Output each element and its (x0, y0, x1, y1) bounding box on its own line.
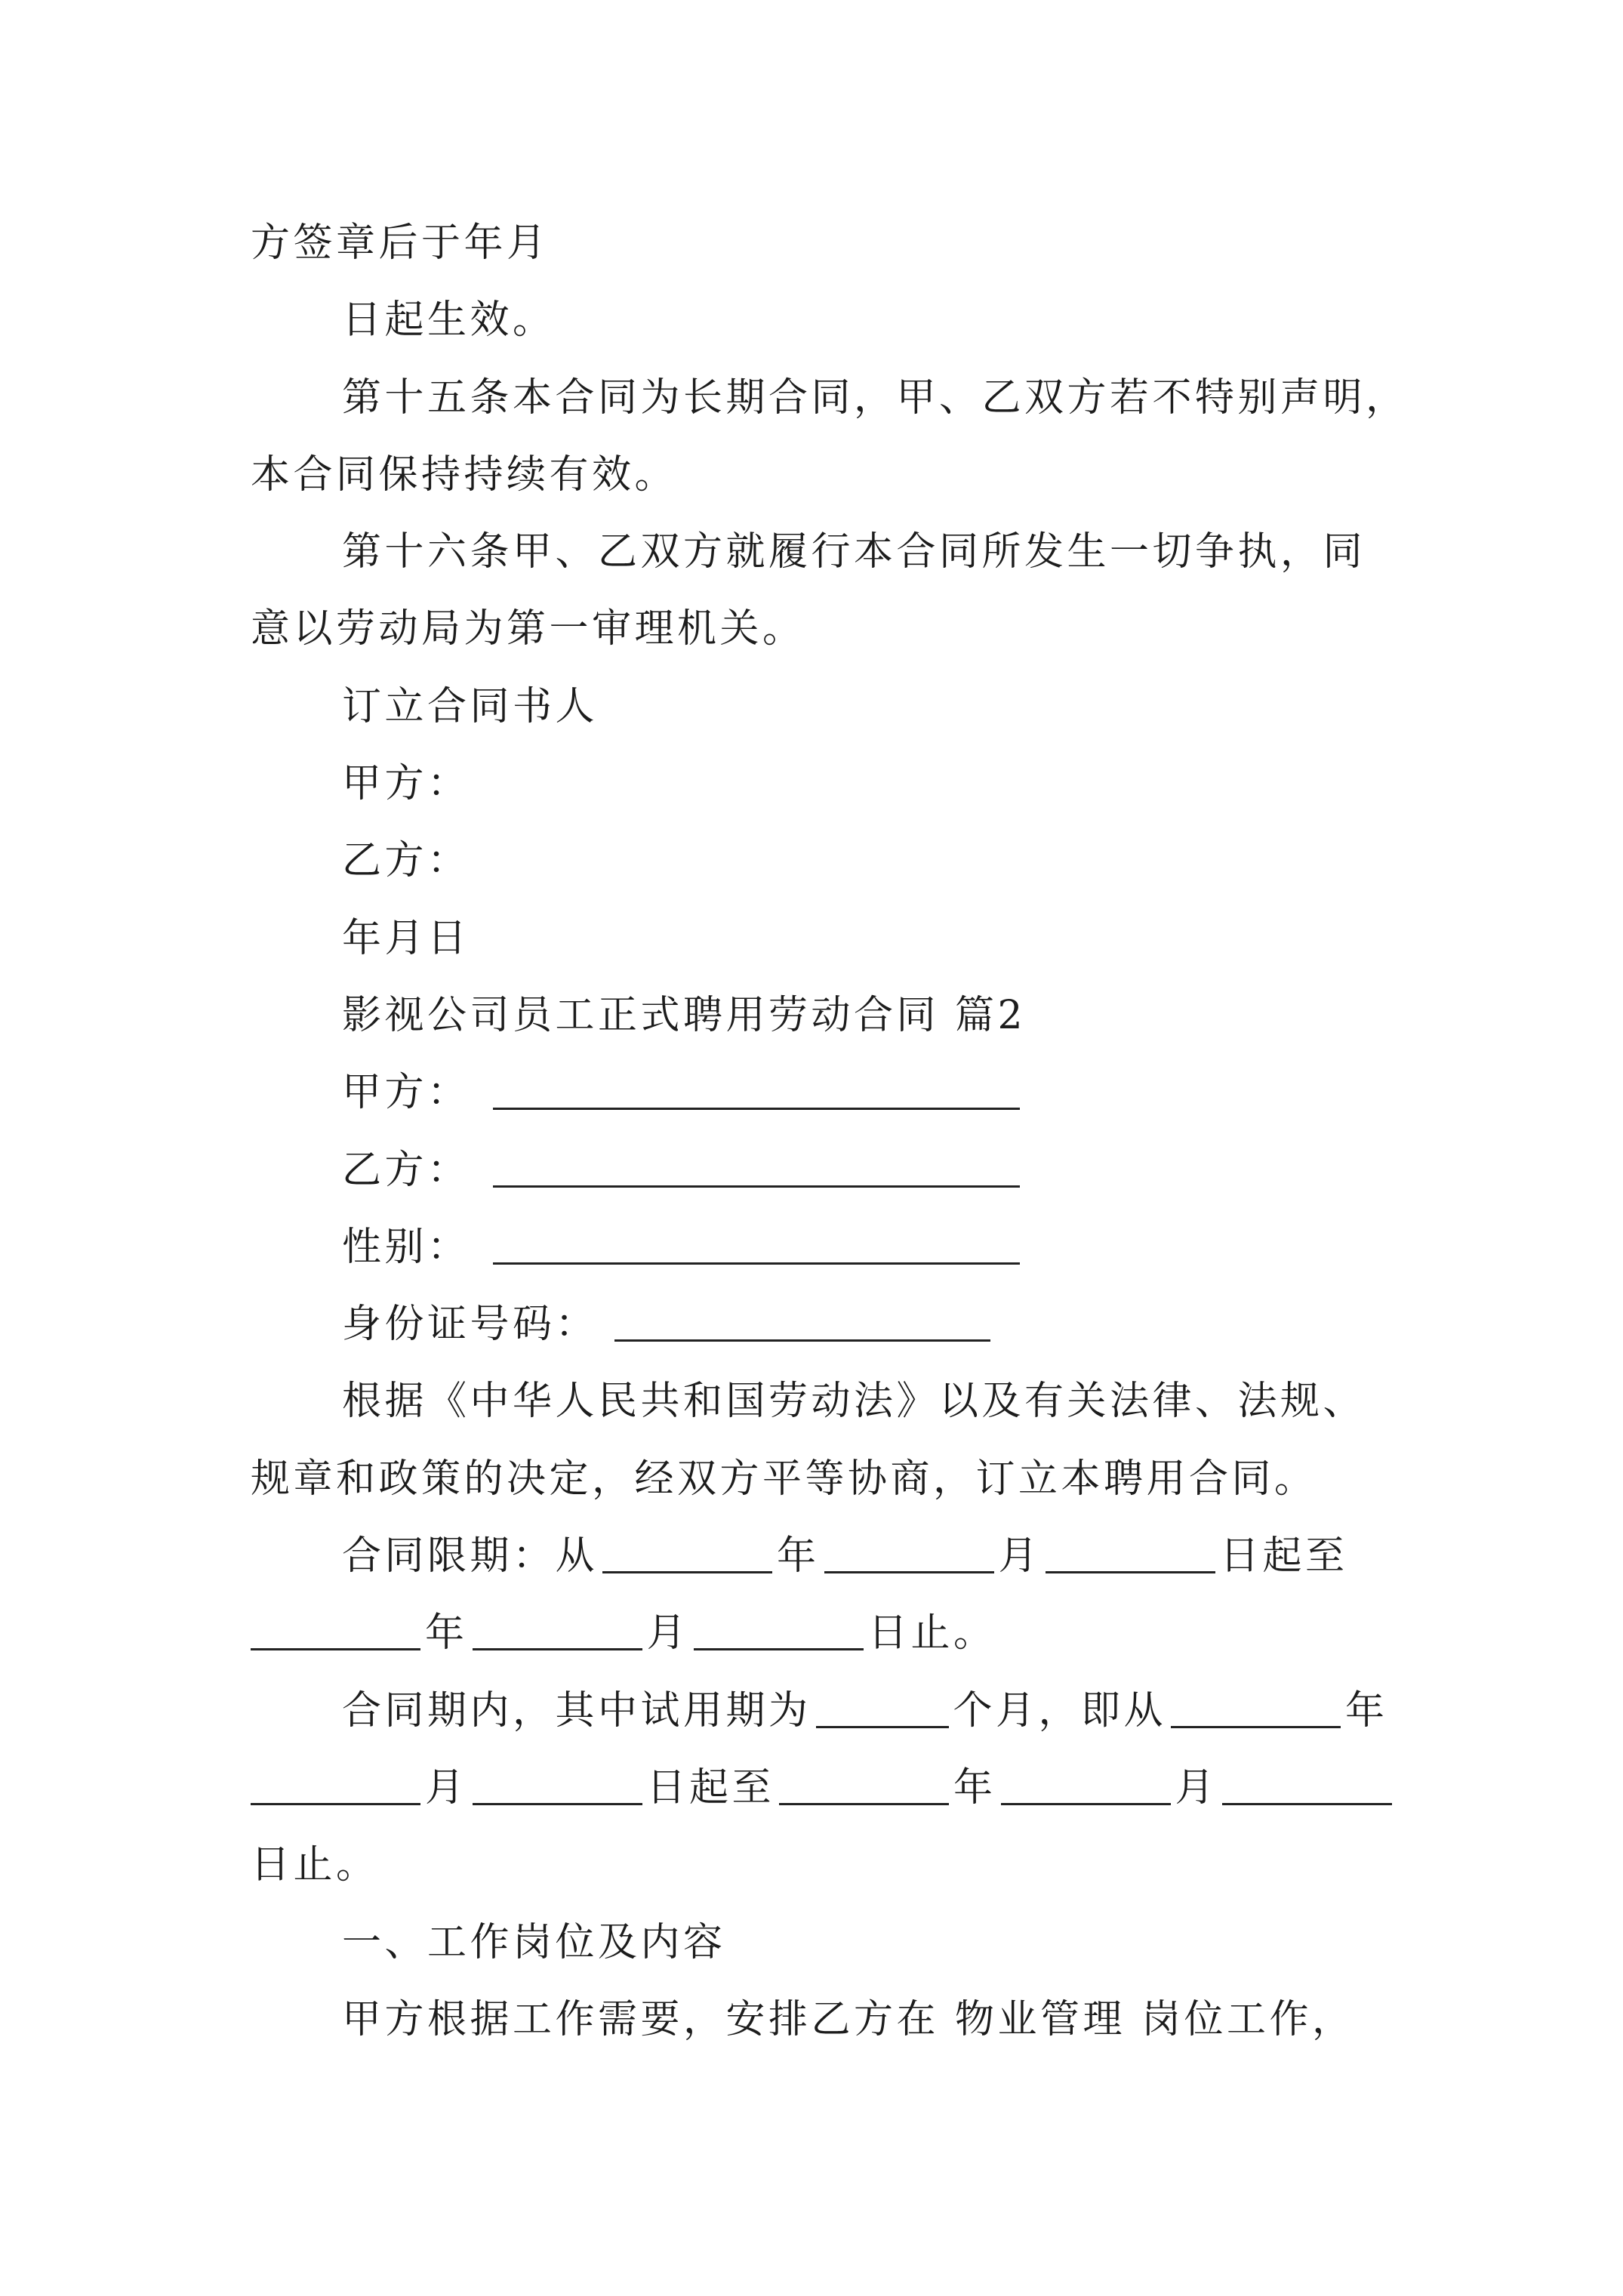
signing-date-label (251, 900, 1428, 977)
start-month-blank (824, 1536, 994, 1573)
gender-field-row (251, 1209, 1428, 1286)
line-text: 一、工作岗位及内容 (342, 1919, 726, 1965)
probation-start-day-blank (473, 1768, 642, 1805)
line-text: 影视公司员工正式聘用劳动合同 篇2 (342, 992, 1027, 1038)
line-text: 合同限期：从 (342, 1533, 599, 1579)
article-15-line-2 (251, 436, 1428, 513)
party-b-blank (493, 1151, 1020, 1188)
continuation-line (251, 205, 1428, 282)
line-text: 月 (646, 1610, 690, 1657)
end-month-blank (473, 1613, 642, 1650)
probation-line-2 (251, 1749, 1428, 1826)
line-text: 甲方根据工作需要，安排乙方在 物业管理 岗位工作， (342, 1996, 1355, 2042)
party-b-signature-label (251, 822, 1428, 899)
preamble-line-1 (251, 1363, 1428, 1440)
contract-title (251, 977, 1428, 1054)
line-text: 年 (953, 1764, 996, 1811)
party-a-blank (493, 1073, 1020, 1110)
line-text: 订立合同书人 (342, 683, 599, 729)
line-text: 日起生效。 (342, 297, 556, 344)
party-a-label: 甲方： (342, 1070, 470, 1116)
end-day-blank (694, 1613, 864, 1650)
line-text: 第十五条本合同为长期合同，甲、乙双方若不特别声明， (342, 374, 1409, 421)
signatories-heading (251, 668, 1428, 745)
party-b-field-row (251, 1132, 1428, 1209)
line-text: 乙方： (342, 838, 470, 884)
line-text: 本合同保持持续有效。 (251, 451, 678, 498)
end-year-blank (251, 1613, 420, 1650)
gender-blank (493, 1228, 1020, 1265)
id-number-field-row (251, 1286, 1428, 1363)
probation-line-3 (251, 1826, 1428, 1903)
line-text: 意以劳动局为第一审理机关。 (251, 606, 805, 652)
line-text: 日起至 (646, 1764, 775, 1811)
probation-end-month-blank (1001, 1768, 1171, 1805)
line-text: 年月日 (342, 915, 470, 961)
party-b-label: 乙方： (342, 1147, 470, 1193)
effective-date-line (251, 282, 1428, 359)
preamble-line-2 (251, 1441, 1428, 1518)
line-text: 日止。 (251, 1842, 379, 1888)
line-text: 年 (1345, 1687, 1388, 1734)
contract-term-line-1 (251, 1518, 1428, 1595)
line-text: 月 (1175, 1764, 1218, 1811)
id-number-label: 身份证号码： (342, 1302, 599, 1348)
section-1-body-line-1 (251, 1981, 1428, 2058)
line-text: 日起至 (1220, 1533, 1348, 1579)
gender-label: 性别： (342, 1224, 470, 1270)
line-text: 规章和政策的决定，经双方平等协商，订立本聘用合同。 (251, 1456, 1317, 1502)
id-number-blank (614, 1305, 990, 1342)
line-text: 月 (998, 1533, 1042, 1579)
article-16-line-2 (251, 590, 1428, 667)
party-a-signature-label (251, 745, 1428, 822)
start-day-blank (1046, 1536, 1215, 1573)
line-text: 方签章后于年月 (251, 220, 550, 266)
article-15-line-1 (251, 359, 1428, 436)
article-16-line-1 (251, 513, 1428, 590)
probation-start-month-blank (251, 1768, 420, 1805)
line-text: 年 (425, 1610, 468, 1657)
probation-line-1 (251, 1672, 1428, 1749)
probation-start-year-blank (1171, 1691, 1341, 1728)
party-a-field-row (251, 1054, 1428, 1131)
line-text: 日止。 (868, 1610, 996, 1657)
contract-term-line-2 (251, 1595, 1428, 1672)
start-year-blank (602, 1536, 772, 1573)
probation-end-year-blank (779, 1768, 949, 1805)
line-text: 月 (425, 1764, 468, 1811)
document-body (251, 205, 1428, 2058)
probation-months-blank (816, 1691, 949, 1728)
probation-end-day-blank (1222, 1768, 1392, 1805)
line-text: 个月，即从 (953, 1687, 1167, 1734)
line-text: 年 (777, 1533, 820, 1579)
line-text: 合同期内，其中试用期为 (342, 1687, 812, 1734)
line-text: 甲方： (342, 761, 470, 807)
section-1-heading (251, 1904, 1428, 1981)
line-text: 第十六条甲、乙双方就履行本合同所发生一切争执，同 (342, 529, 1366, 575)
line-text: 根据《中华人民共和国劳动法》以及有关法律、法规、 (342, 1379, 1366, 1425)
